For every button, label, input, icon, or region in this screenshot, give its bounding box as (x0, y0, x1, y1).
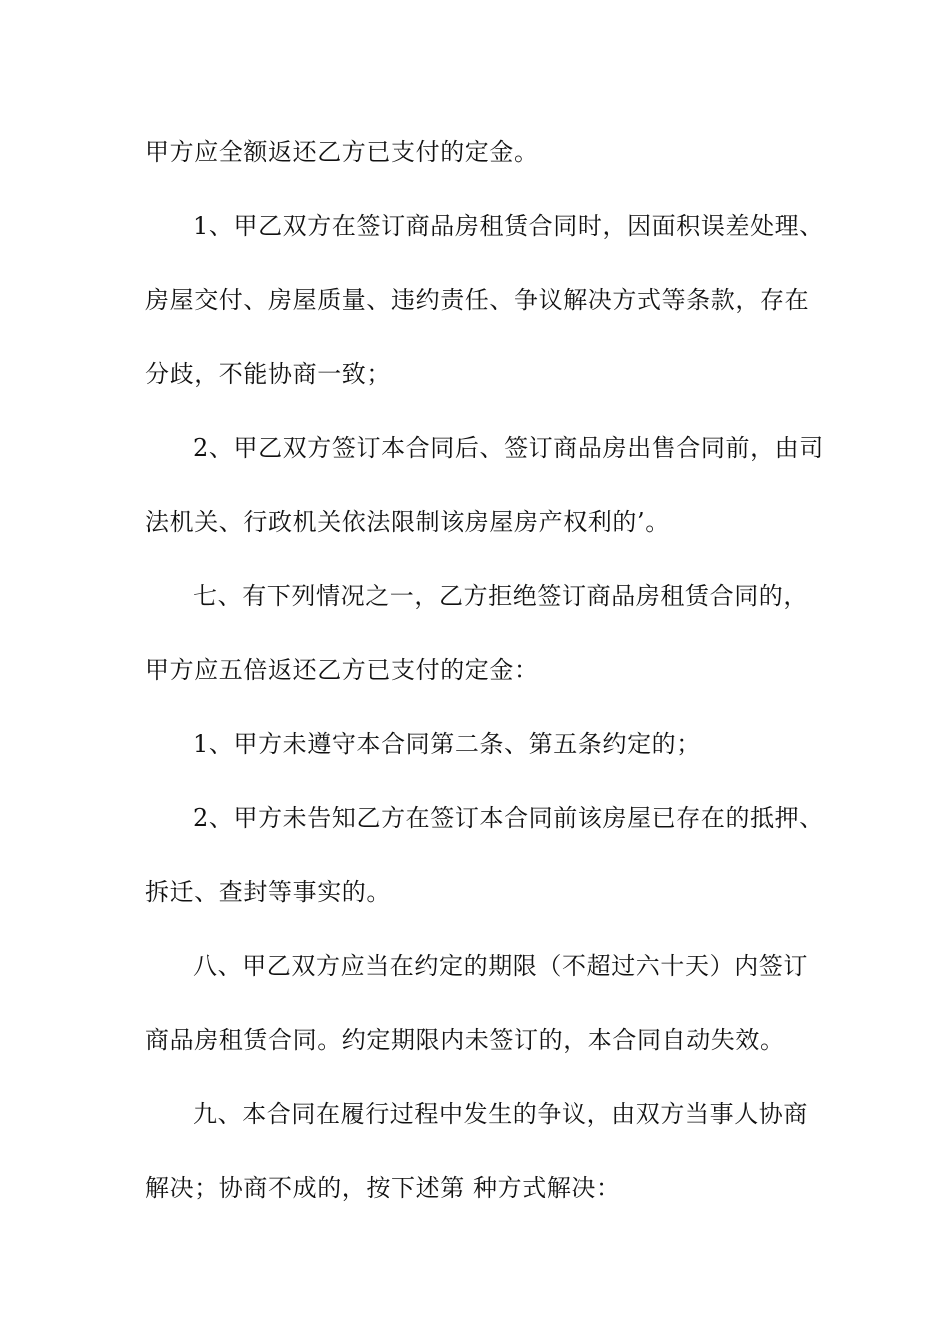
text-line: 七、有下列情况之一，乙方拒绝签订商品房租赁合同的， (193, 582, 808, 610)
text-line: 甲方应全额返还乙方已支付的定金。 (145, 138, 539, 166)
text-line: 2、甲乙双方签订本合同后、签订商品房出售合同前，由司 (193, 434, 824, 462)
text-line: 1、甲乙双方在签订商品房租赁合同时，因面积误差处理、 (193, 212, 824, 240)
text-line: 甲方应五倍返还乙方已支付的定金： (145, 656, 539, 684)
text-line: 法机关、行政机关依法限制该房屋房产权利的’。 (145, 508, 670, 536)
text-line: 房屋交付、房屋质量、违约责任、争议解决方式等条款，存在 (145, 286, 810, 314)
text-line: 解决；协商不成的，按下述第 种方式解决： (145, 1174, 621, 1202)
text-line: 2、甲方未告知乙方在签订本合同前该房屋已存在的抵押、 (193, 804, 824, 832)
text-line: 八、甲乙双方应当在约定的期限（不超过六十天）内签订 (193, 952, 808, 980)
text-line: 九、本合同在履行过程中发生的争议，由双方当事人协商 (193, 1100, 808, 1128)
text-line: 拆迁、查封等事实的。 (145, 878, 391, 906)
text-line: 分歧，不能协商一致； (145, 360, 391, 388)
text-line: 商品房租赁合同。约定期限内未签订的，本合同自动失效。 (145, 1026, 785, 1054)
text-line: 1、甲方未遵守本合同第二条、第五条约定的； (193, 730, 701, 758)
